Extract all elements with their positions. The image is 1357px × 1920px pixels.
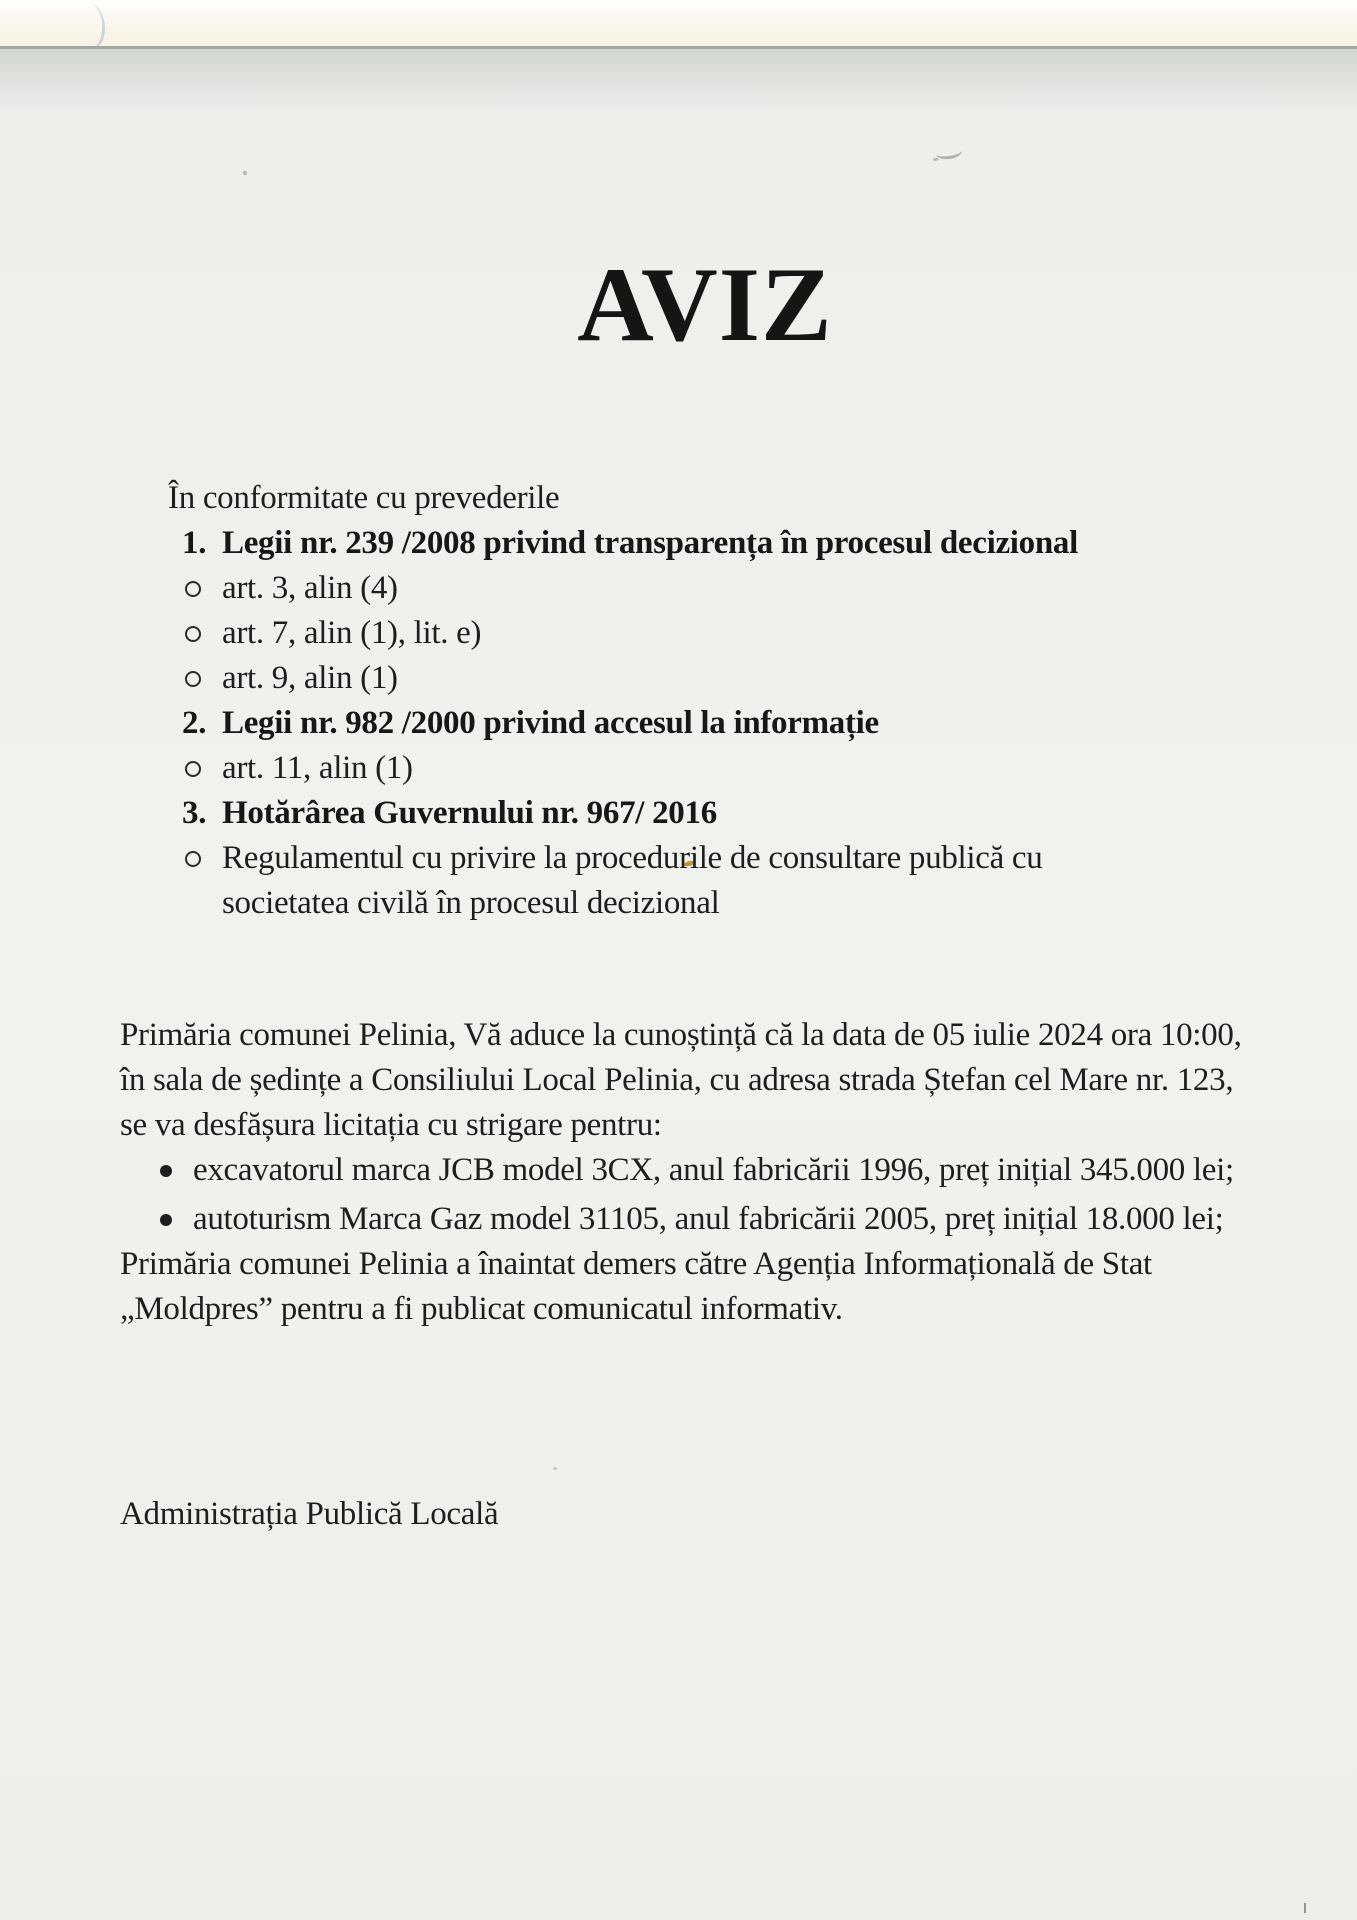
legal-sub-item <box>120 836 1248 926</box>
auction-lot-item <box>120 1148 1248 1193</box>
legal-sub-item-text: Regulamentul cu privire la procedurile de consultare publică cu societatea civilă în procesul decizional <box>222 840 1043 921</box>
legal-sub-item <box>120 656 1248 701</box>
legal-item-number: 3. <box>182 795 207 831</box>
disc-bullet-icon <box>160 1165 172 1177</box>
circle-bullet-icon <box>185 671 201 687</box>
circle-bullet-icon <box>185 581 201 597</box>
legal-item-label: Legii nr. 239 /2008 privind transparența în procesul decizional <box>222 525 1078 561</box>
legal-item <box>120 701 1248 746</box>
scan-speck <box>1304 1903 1306 1913</box>
legal-item-number: 2. <box>182 705 207 741</box>
legal-item-label: Hotărârea Guvernului nr. 967/ 2016 <box>222 795 717 831</box>
auction-lot-text: excavatorul marca JCB model 3CX, anul fabricării 1996, preț inițial 345.000 lei; <box>193 1152 1234 1188</box>
legal-sub-item <box>120 746 1248 791</box>
circle-bullet-icon <box>185 761 201 777</box>
auction-lot-text: autoturism Marca Gaz model 31105, anul fabricării 2005, preț inițial 18.000 lei; <box>193 1201 1224 1237</box>
document-title: AVIZ <box>577 246 833 363</box>
legal-sub-item-text: art. 7, alin (1), lit. e) <box>222 615 482 651</box>
legal-sub-item-text: art. 9, alin (1) <box>222 660 398 696</box>
announcement-paragraph: Primăria comunei Pelinia, Vă aduce la cunoștință că la data de 05 iulie 2024 ora 10:00, în sala de ședințe a Consiliului Local Pelinia, cu adresa strada Ștefan cel Mare nr. 123, se va desfășura licitația cu strigare pentru: <box>120 1017 1242 1143</box>
circle-bullet-icon <box>185 851 201 867</box>
legal-item <box>120 791 1248 836</box>
auction-lot-item <box>120 1197 1248 1242</box>
legal-sub-item-text: art. 3, alin (4) <box>222 570 398 606</box>
closing-paragraph: Primăria comunei Pelinia a înaintat demers către Agenția Informațională de Stat „Moldpres” pentru a fi publicat comunicatul informativ. <box>120 1246 1152 1327</box>
auction-lots-list <box>120 1148 1248 1242</box>
legal-item-label: Legii nr. 982 /2000 privind accesul la informație <box>222 705 879 741</box>
signature-line: Administrația Publică Locală <box>120 1496 499 1532</box>
intro-line: În conformitate cu prevederile <box>168 480 560 516</box>
legal-sub-item <box>120 566 1248 611</box>
legal-basis-list <box>120 521 1248 926</box>
legal-item <box>120 521 1248 566</box>
legal-sub-item-text: art. 11, alin (1) <box>222 750 413 786</box>
legal-item-number: 1. <box>182 525 207 561</box>
legal-sub-item <box>120 611 1248 656</box>
circle-bullet-icon <box>185 626 201 642</box>
disc-bullet-icon <box>160 1214 172 1226</box>
